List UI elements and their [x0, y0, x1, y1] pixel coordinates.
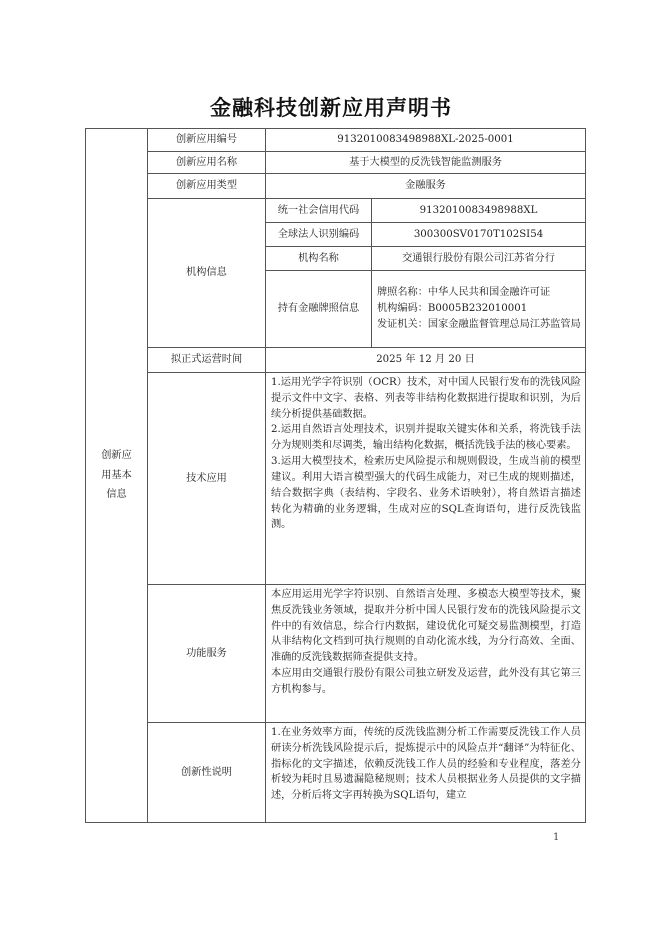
declaration-table	[85, 128, 586, 823]
document-title: 金融科技创新应用声明书	[210, 96, 452, 120]
credit-code-label: 统一社会信用代码	[266, 199, 372, 223]
page-number: 1	[553, 832, 560, 843]
innovation-paragraph-1: 1.在业务效率方面，传统的反洗钱监测分析工作需要反洗钱工作人员研读分析洗钱风险提示后，提炼提示中的风险点并“翻译”为特征化、指标化的文字描述，依赖反洗钱工作人员的经验和专业程度，落差分析较为耗时且易遗漏隐秘规则；技术人员根据业务人员提供的文字描述，分析后将文字再转换为SQL语句，建立	[271, 727, 581, 802]
app-id-value: 9132010083498988XL-2025-0001	[266, 129, 586, 152]
function-label: 功能服务	[148, 585, 266, 723]
function-paragraph-2: 本应用由交通银行股份有限公司独立研发及运营，此外没有其它第三方机构参与。	[271, 668, 581, 695]
app-id-label: 创新应用编号	[148, 129, 266, 152]
row-credit-code	[86, 199, 586, 223]
license-info	[372, 271, 586, 348]
lei-label: 全球法人识别编码	[266, 223, 372, 247]
section-label-cell	[86, 129, 148, 823]
license-issuer: 发证机关：国家金融监督管理总局江苏监管局	[377, 318, 581, 330]
launch-label: 拟正式运营时间	[148, 348, 266, 373]
row-app-name	[86, 152, 586, 174]
innovation-content	[266, 723, 586, 823]
org-name-label: 机构名称	[266, 247, 372, 271]
row-app-type	[86, 174, 586, 199]
row-function	[86, 585, 586, 723]
row-tech	[86, 373, 586, 585]
tech-paragraph-1: 1.运用光学字符识别（OCR）技术，对中国人民银行发布的洗钱风险提示文件中文字、表格、列表等非结构化数据进行提取和识别，为后续分析提供基础数据。	[271, 377, 581, 420]
credit-code-value: 9132010083498988XL	[372, 199, 586, 223]
app-name-label: 创新应用名称	[148, 152, 266, 174]
tech-label: 技术应用	[148, 373, 266, 585]
tech-paragraph-2: 2.运用自然语言处理技术，识别并提取关键实体和关系，将洗钱手法分为规则类和尽调类，输出结构化数据，概括洗钱手法的核心要素。	[271, 424, 581, 452]
license-code: 机构编码：B0005B232010001	[377, 303, 528, 315]
row-app-id	[86, 129, 586, 152]
launch-value: 2025 年 12 月 20 日	[266, 348, 586, 373]
innovation-label: 创新性说明	[148, 723, 266, 823]
section-label: 创新应用基本信息	[101, 450, 132, 501]
app-type-label: 创新应用类型	[148, 174, 266, 199]
function-paragraph-1: 本应用运用光学字符识别、自然语言处理、多模态大模型等技术，聚焦反洗钱业务领域，提取并分析中国人民银行发布的洗钱风险提示文件中的有效信息，综合行内数据，建设优化可疑交易监测模型，打造从非结构化文档到可执行规则的自动化流水线，为分行高效、全面、准确的反洗钱数据筛查提供支持。	[271, 589, 581, 664]
org-name-value: 交通银行股份有限公司江苏省分行	[372, 247, 586, 271]
row-innovation	[86, 723, 586, 823]
tech-content	[266, 373, 586, 585]
app-name-value: 基于大模型的反洗钱智能监测服务	[266, 152, 586, 174]
tech-paragraph-3: 3.运用大模型技术，检索历史风险提示和规则假设，生成当前的模型建议。利用大语言模型强大的代码生成能力，对已生成的规则描述，结合数据字典（表结构、字段名、业务术语映射），将自然语言描述转化为精确的业务逻辑，生成对应的SQL查询语句，进行反洗钱监测。	[271, 456, 581, 531]
license-name: 牌照名称：中华人民共和国金融许可证	[377, 287, 551, 299]
license-label: 持有金融牌照信息	[266, 271, 372, 348]
org-info-label: 机构信息	[148, 199, 266, 348]
function-content	[266, 585, 586, 723]
lei-value: 300300SV0170T102SI54	[372, 223, 586, 247]
app-type-value: 金融服务	[266, 174, 586, 199]
row-launch	[86, 348, 586, 373]
